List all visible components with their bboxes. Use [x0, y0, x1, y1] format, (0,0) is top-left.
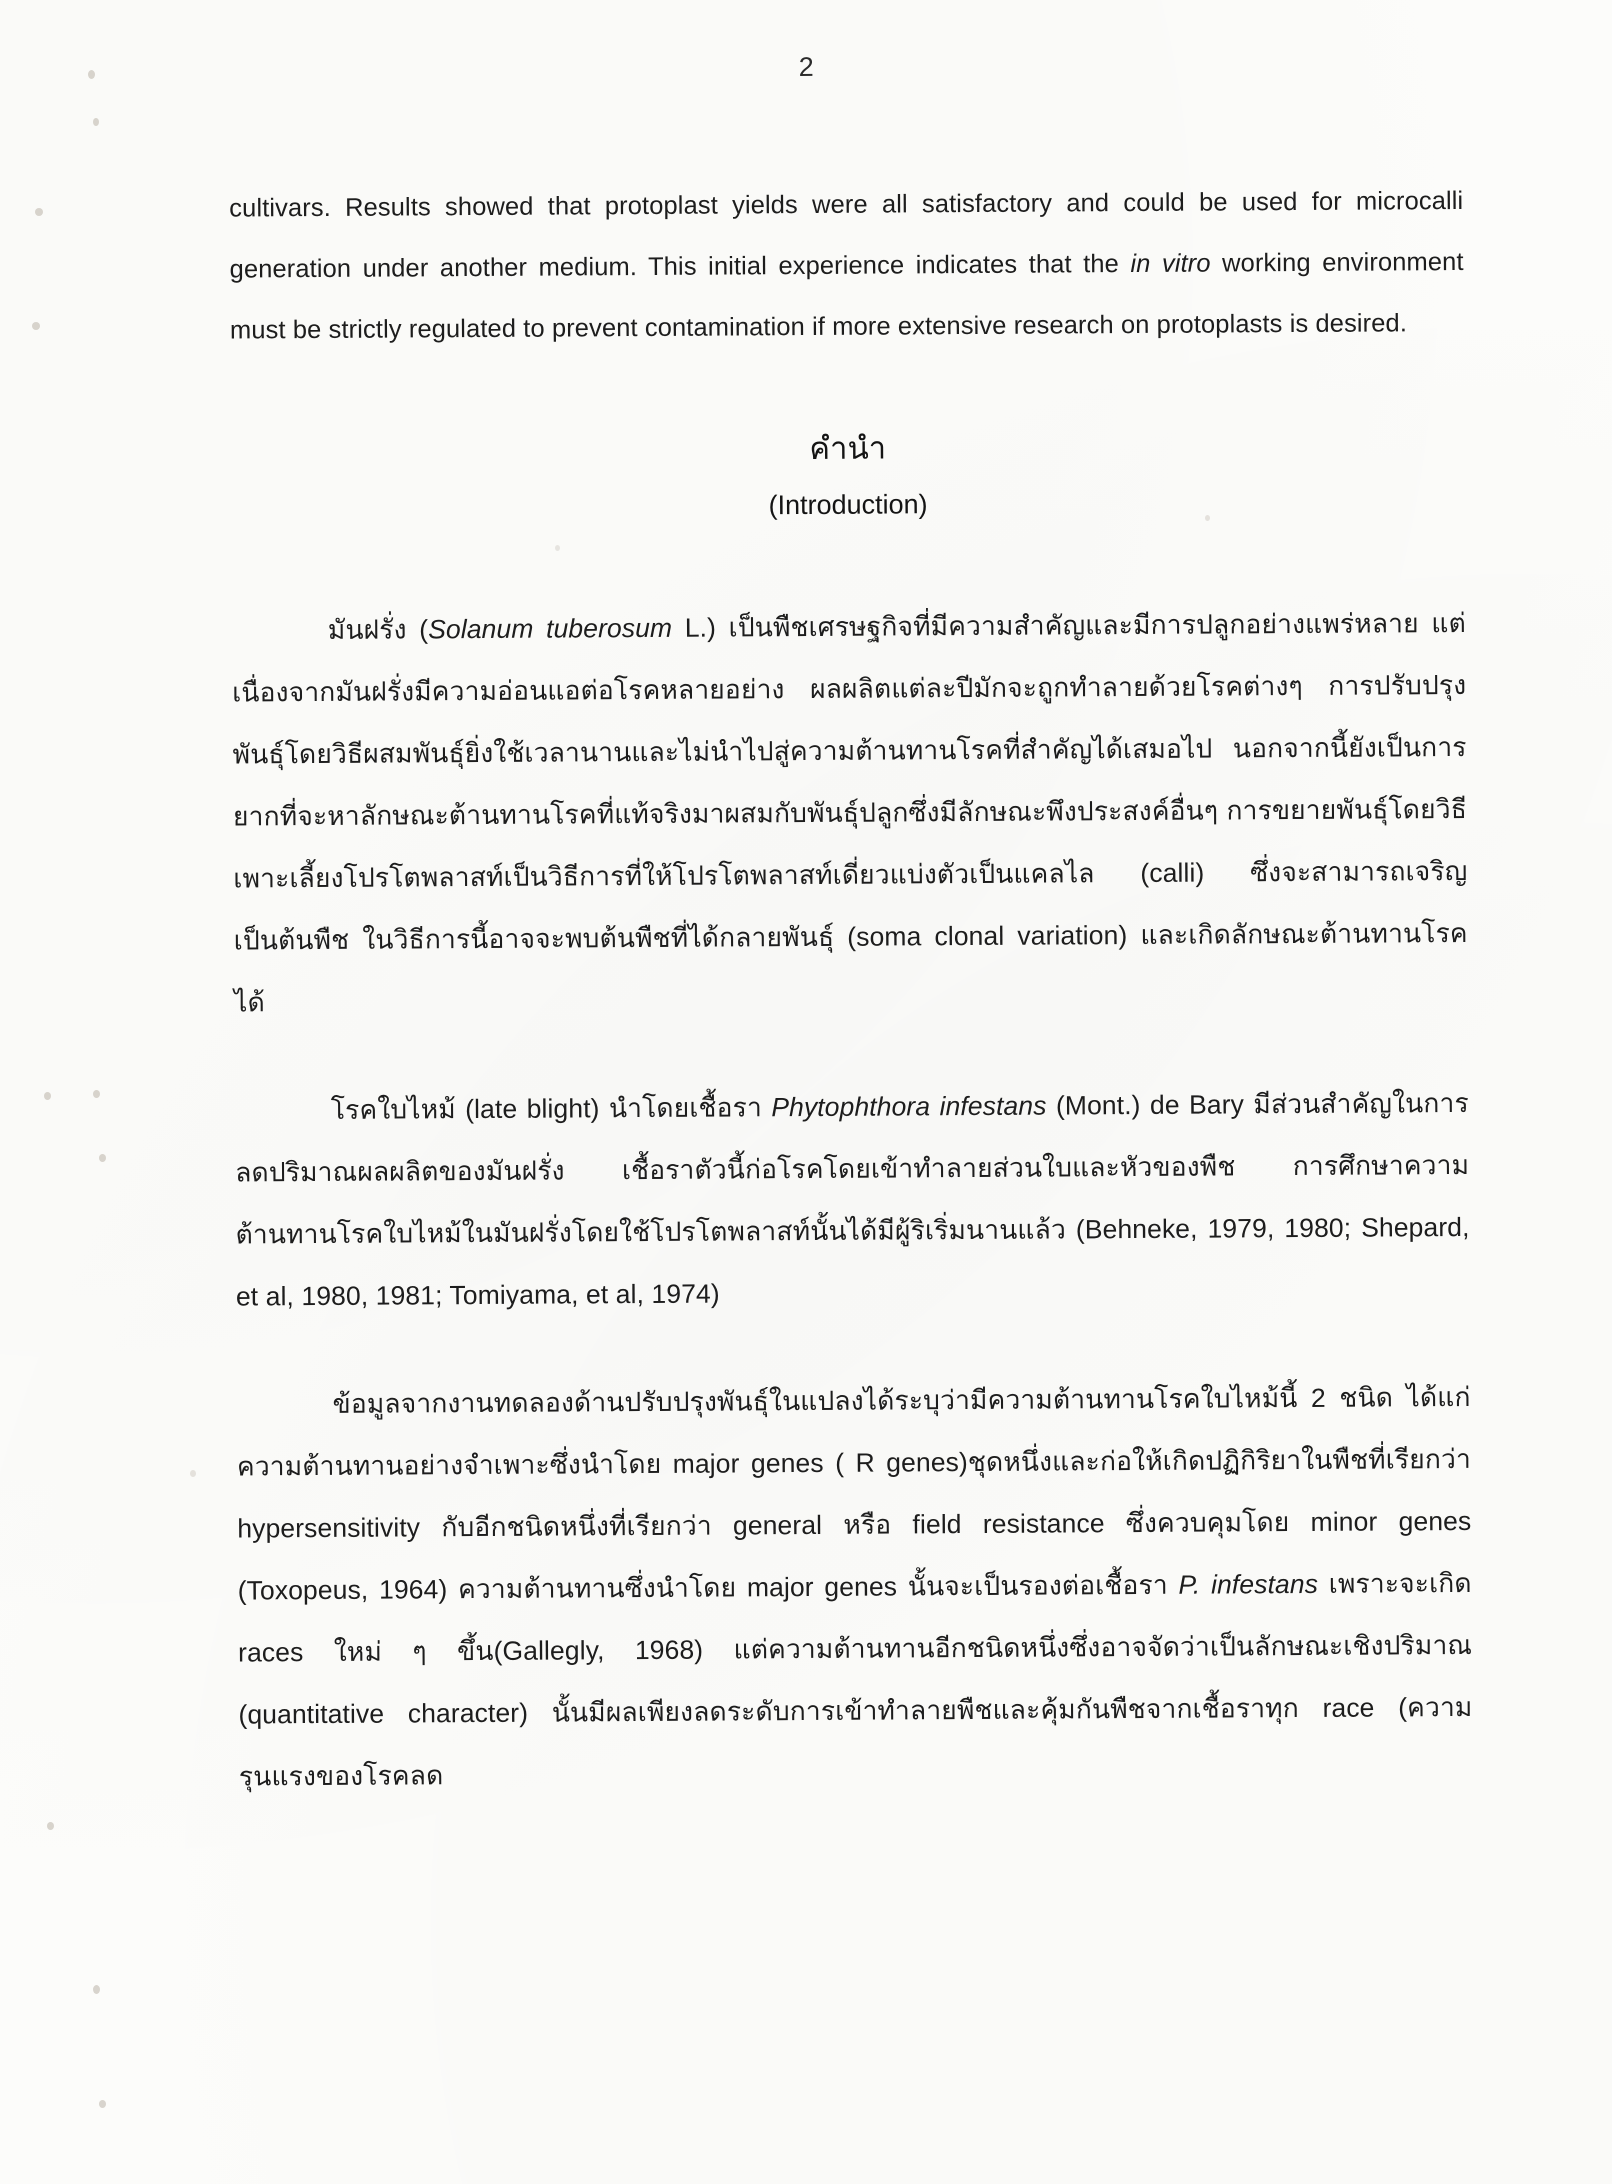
- scan-artifact: [93, 118, 99, 126]
- scan-artifact: [32, 322, 40, 330]
- intro1-text-part-1: มันฝรั่ง (: [327, 614, 429, 645]
- intro1-italic-species: Solanum tuberosum: [428, 612, 673, 645]
- intro2-italic-pathogen: Phytophthora infestans: [771, 1090, 1047, 1123]
- scan-artifact: [44, 1092, 51, 1100]
- intro2-text-part-1: โรคใบไหม้ (late blight) นำโดยเชื้อรา: [330, 1092, 772, 1125]
- abstract-text-part-1: cultivars. Results showed that protoplast yields were all satisfactory and could be used for microcalli generation under another medium. This initial experience indicates that the: [229, 186, 1464, 284]
- section-heading-english: (Introduction): [768, 489, 928, 521]
- paragraph-intro-2: [235, 1072, 1470, 1328]
- abstract-italic-in-vitro: in vitro: [1130, 249, 1211, 279]
- scan-artifact: [99, 2100, 106, 2108]
- intro3-text-part-2: เพราะจะเกิด races ใหม่ ๆ ขึ้น(Gallegly, 1968) แต่ความต้านทานอีกชนิดหนึ่งซึ่งอาจจัดว่าเป็นลักษณะเชิงปริมาณ (quantitative character) นั้นมีผลเพียงลดระดับการเข้าทำลายพืชและคุ้มกันพืชจากเชื้อราทุก race (ความรุนแรงของโรคลด: [237, 1567, 1473, 1792]
- paragraph-intro-3: [236, 1366, 1473, 1808]
- intro3-text-part-1: ข้อมูลจากงานทดลองด้านปรับปรุงพันธุ์ในแปลงได้ระบุว่ามีความต้านทานโรคใบไหม้นี้ 2 ชนิด ได้แก่ ความต้านทานอย่างจำเพาะซึ่งนำโดย major genes ( R genes)ชุดหนึ่งและก่อให้เกิดปฏิกิริยาในพืชที่เรียกว่า hypersensitivity กับอีกชนิดหนึ่งที่เรียกว่า general หรือ field resistance ซึ่งควบคุมโดย minor genes (Toxopeus, 1964) ความต้านทานซึ่งนำโดย major genes นั้นจะเป็นรองต่อเชื้อรา: [236, 1381, 1472, 1606]
- scan-artifact: [93, 1985, 100, 1994]
- intro2-text-part-2: (Mont.) de Bary มีส่วนสำคัญในการลดปริมาณผลผลิตของมันฝรั่ง เชื้อราตัวนี้ก่อโรคโดยเข้าทำลายส่วนใบและหัวของพืช การศึกษาความต้านทานโรคใบไหม้ในมันฝรั่งโดยใช้โปรโตพลาสท์นั้นได้มีผู้ริเริ่มนานแล้ว (Behneke, 1979, 1980; Shepard, et al, 1980, 1981; Tomiyama, et al, 1974): [235, 1087, 1470, 1312]
- scan-artifact: [190, 1470, 196, 1477]
- intro1-text-part-2: L.) เป็นพืชเศรษฐกิจที่มีความสำคัญและมีการปลูกอย่างแพร่หลาย แต่เนื่องจากมันฝรั่งมีความอ่อนแอต่อโรคหลายอย่าง ผลผลิตแต่ละปีมักจะถูกทำลายด้วยโรคต่างๆ การปรับปรุงพันธุ์โดยวิธีผสมพันธุ์ยิ่งใช้เวลานานและไม่นำไปสู่ความต้านทานโรคที่สำคัญได้เสมอไป นอกจากนี้ยังเป็นการยากที่จะหาลักษณะต้านทานโรคที่แท้จริงมาผสมกับพันธุ์ปลูกซึ่งมีลักษณะพึงประสงค์อื่นๆ การขยายพันธุ์โดยวิธีเพาะเลี้ยงโปรโตพลาสท์เป็นวิธีการที่ให้โปรโตพลาสท์เดี่ยวแบ่งตัวเป็นแคลไล (calli) ซึ่งจะสามารถเจริญเป็นต้นพืช ในวิธีการนี้อาจจะพบต้นพืชที่ได้กลายพันธุ์ (soma clonal variation) และเกิดลักษณะต้านทานโรคได้: [232, 607, 1468, 1018]
- section-heading-thai: คำนำ: [809, 430, 887, 466]
- scan-artifact: [99, 1154, 106, 1162]
- scan-artifact: [93, 1090, 100, 1098]
- document-body: [229, 171, 1473, 1808]
- abstract-text-part-2: working environment must be strictly regulated to prevent contamination if more extensive research on protoplasts is desired.: [229, 247, 1464, 345]
- scan-artifact: [47, 1822, 54, 1830]
- page-number: 2: [798, 51, 815, 83]
- paragraph-intro-1: [232, 592, 1469, 1034]
- paragraph-abstract-tail: [229, 171, 1464, 362]
- intro3-italic-pathogen-abbrev: P. infestans: [1178, 1568, 1319, 1600]
- scan-artifact: [35, 208, 43, 216]
